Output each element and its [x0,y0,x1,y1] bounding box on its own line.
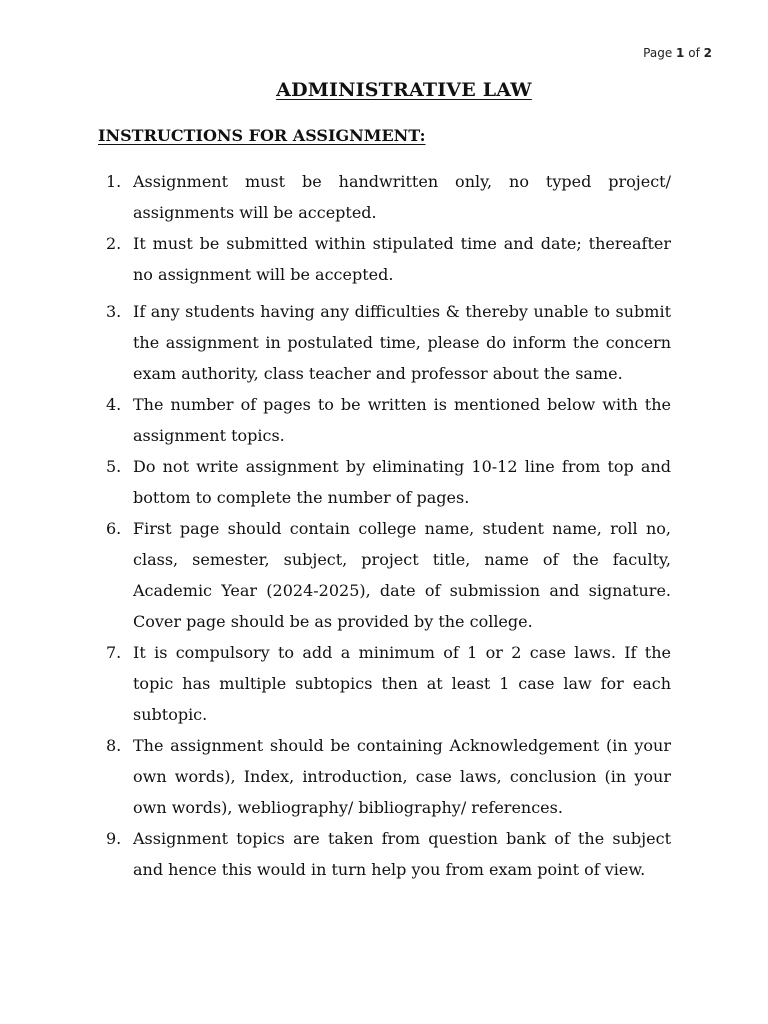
list-item [98,513,671,637]
instruction-list [98,166,671,885]
list-item-text: It must be submitted within stipulated time and date; thereafter no assignment will be accepted. [133,234,671,284]
list-item-number: 2. [106,234,122,253]
list-item-number: 4. [106,395,122,414]
list-item [98,823,671,885]
list-item-number: 5. [106,457,122,476]
document-title: ADMINISTRATIVE LAW [276,79,532,101]
list-item [98,637,671,730]
page-number-total: 2 [703,46,712,60]
list-item-text: Do not write assignment by eliminating 10-12 line from top and bottom to complete the number of pages. [133,457,671,507]
list-item [98,451,671,513]
list-item-number: 8. [106,736,122,755]
list-item-number: 7. [106,643,122,662]
list-item-text: Assignment must be handwritten only, no typed project/ assignments will be accepted. [133,172,671,222]
page-number-current: 1 [676,46,685,60]
list-item [98,166,671,228]
list-item [98,228,671,290]
list-item-text: The number of pages to be written is mentioned below with the assignment topics. [133,395,671,445]
section-heading: INSTRUCTIONS FOR ASSIGNMENT: [98,126,426,145]
page-number-separator: of [688,46,700,60]
list-item [98,296,671,389]
list-item-text: First page should contain college name, student name, roll no, class, semester, subject, project title, name of the faculty, Academic Year (2024-2025), date of submission and signature. Cover page should be as provided by the college. [133,519,671,631]
list-item-number: 1. [106,172,122,191]
list-item-number: 9. [106,829,122,848]
list-item [98,389,671,451]
list-item-text: It is compulsory to add a minimum of 1 or 2 case laws. If the topic has multiple subtopics then at least 1 case law for each subtopic. [133,643,671,724]
list-item-text: Assignment topics are taken from question bank of the subject and hence this would in turn help you from exam point of view. [133,829,671,879]
list-item-text: If any students having any difficulties & thereby unable to submit the assignment in postulated time, please do inform the concern exam authority, class teacher and professor about the same. [133,302,671,383]
page-number-prefix: Page [643,46,673,60]
list-item-text: The assignment should be containing Acknowledgement (in your own words), Index, introduction, case laws, conclusion (in your own words), webliography/ bibliography/ references. [133,736,671,817]
list-item [98,730,671,823]
list-item-number: 6. [106,519,122,538]
list-item-number: 3. [106,302,122,321]
page-number [643,46,712,60]
